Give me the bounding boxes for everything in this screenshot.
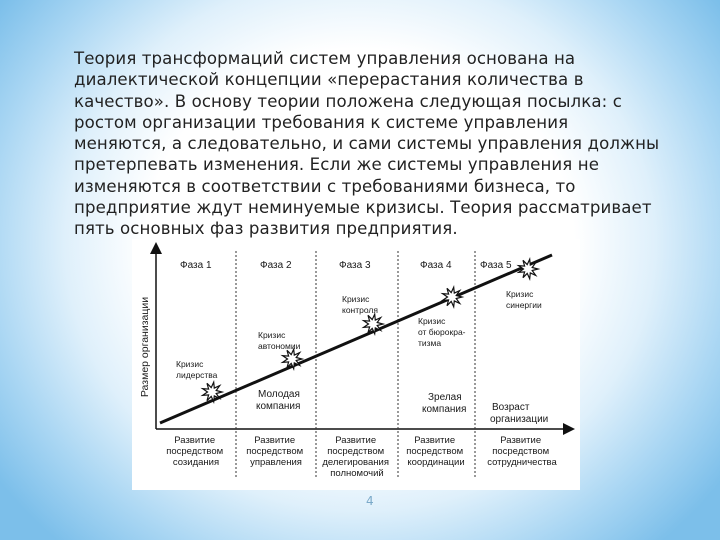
stage-label: Молодая компания — [256, 389, 301, 412]
crisis-label: Кризис автономии — [258, 330, 301, 351]
phase-label: Фаза 4 — [420, 260, 452, 271]
phase-label: Фаза 5 — [480, 260, 512, 271]
y-axis-label: Размер организации — [139, 296, 151, 398]
stage-label: Возраст организации — [490, 402, 549, 425]
greiner-growth-diagram — [132, 239, 580, 490]
development-label: Развитие посредством сотрудничества — [487, 435, 557, 468]
development-label: Развитие посредством делегирования полномочий — [322, 435, 389, 479]
development-label: Развитие посредством координации — [406, 435, 465, 468]
slide-paragraph: Теория трансформаций систем управления основана на диалектической концепции «перерастания количества в качество». В основу теории положена следующая посылка: с ростом организации требования к системе управления меняются, а следовательно, и сами системы управления должны претерпевать изменения. Если же системы управления не изменяются в соответствии с требованиями бизнеса, то предприятие ждут неминуемые кризисы. Теория рассматривает пять основных фаз развития предприятия. — [74, 49, 660, 239]
stage-label: Зрелая компания — [422, 392, 467, 415]
crisis-burst-icon — [283, 349, 302, 369]
crisis-burst-icon — [364, 314, 383, 334]
crisis-burst-icon — [443, 287, 462, 307]
page-number: 4 — [366, 494, 374, 508]
development-label: Развитие посредством созидания — [166, 435, 224, 468]
phase-label: Фаза 3 — [339, 260, 371, 271]
crisis-label: Кризис лидерства — [176, 359, 218, 380]
crisis-label: Кризис от бюрокра- тизма — [418, 316, 466, 348]
development-label: Развитие посредством управления — [246, 435, 304, 468]
crisis-label: Кризис синергии — [506, 289, 542, 310]
crisis-label: Кризис контроля — [342, 294, 378, 315]
phase-label: Фаза 2 — [260, 260, 292, 271]
phase-label: Фаза 1 — [180, 260, 212, 271]
